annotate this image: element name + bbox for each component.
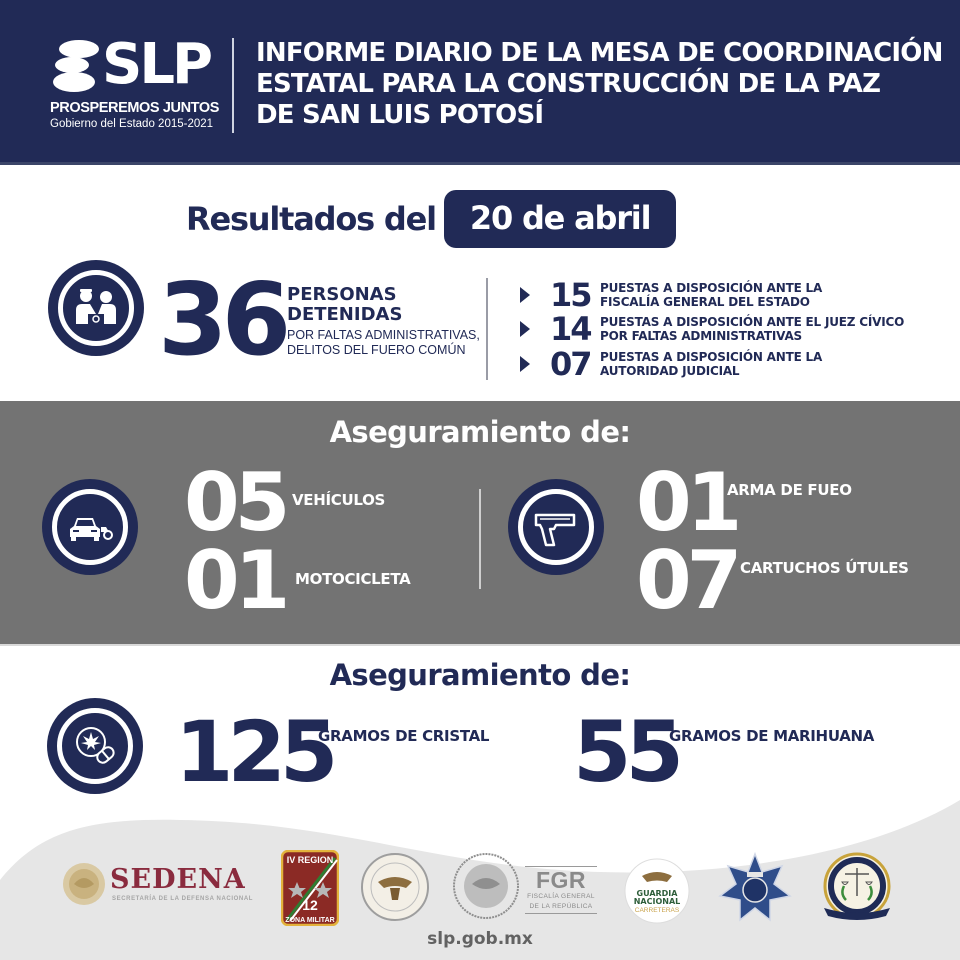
date-badge: 20 de abril bbox=[444, 190, 676, 248]
guardia-nacional-eagle-icon bbox=[360, 852, 430, 922]
guardia-nacional-carreteras-logo bbox=[624, 858, 690, 924]
police-star-icon bbox=[718, 852, 792, 926]
disposition-count: 07 bbox=[550, 345, 591, 383]
detained-count: 36 bbox=[158, 261, 286, 378]
fgr-subtitle-line2: DE LA REPÚBLICA bbox=[529, 903, 593, 910]
triangle-right-icon bbox=[520, 287, 530, 303]
logo-subtitle: Gobierno del Estado 2015-2021 bbox=[50, 118, 214, 130]
slp-stones-icon bbox=[52, 38, 102, 94]
disposition-text: PUESTAS A DISPOSICIÓN ANTE LA AUTORIDAD JUDICIAL bbox=[600, 350, 823, 378]
estados-unidos-mexicanos-seal bbox=[452, 852, 520, 920]
report-title bbox=[256, 38, 946, 131]
detained-icon-badge bbox=[48, 260, 144, 356]
crystal-count: 125 bbox=[175, 703, 333, 801]
national-seal-icon bbox=[452, 852, 520, 920]
marijuana-label: GRAMOS DE MARIHUANA bbox=[669, 727, 875, 745]
website-link[interactable]: slp.gob.mx bbox=[427, 929, 533, 949]
svg-text:CARRETERAS: CARRETERAS bbox=[634, 907, 680, 914]
title-line: ESTATAL PARA LA CONSTRUCCIÓN DE LA PAZ bbox=[256, 69, 881, 99]
triangle-right-icon bbox=[520, 356, 530, 372]
guardia-nacional-seal bbox=[360, 852, 430, 922]
header-banner bbox=[0, 0, 960, 165]
pistol-icon bbox=[532, 503, 580, 551]
sedena-subtitle: SECRETARÍA DE LA DEFENSA NACIONAL bbox=[112, 896, 254, 902]
svg-text:GUARDIA: GUARDIA bbox=[636, 889, 678, 898]
logo-wordmark: SLP bbox=[102, 32, 211, 97]
partner-logos bbox=[0, 848, 960, 928]
title-line: DE SAN LUIS POTOSÍ bbox=[256, 100, 544, 130]
crystal-label: GRAMOS DE CRISTAL bbox=[318, 727, 490, 745]
mexico-seal-icon bbox=[62, 862, 106, 906]
logo-tagline: PROSPEREMOS JUNTOS bbox=[50, 100, 219, 116]
drugs-icon-badge bbox=[47, 698, 143, 794]
marijuana-count: 55 bbox=[573, 703, 678, 801]
results-label: Resultados del bbox=[186, 200, 436, 238]
zona-militar-shield-icon bbox=[281, 850, 339, 926]
disposition-text: PUESTAS A DISPOSICIÓN ANTE LA FISCALÍA GENERAL DEL ESTADO bbox=[600, 281, 823, 309]
seizures-title: Aseguramiento de: bbox=[329, 415, 631, 449]
cartridges-count: 07 bbox=[636, 534, 738, 627]
disposition-item bbox=[520, 347, 822, 381]
detained-label-line1: PERSONAS bbox=[287, 284, 397, 305]
firearm-count: 01 bbox=[636, 456, 738, 549]
fiscalia-estado-seal bbox=[818, 852, 896, 926]
fgr-logo bbox=[525, 866, 597, 914]
motorcycle-count: 01 bbox=[184, 534, 286, 627]
police-star-badge bbox=[718, 852, 792, 926]
slp-logo bbox=[50, 32, 220, 138]
disposition-text: PUESTAS A DISPOSICIÓN ANTE EL JUEZ CÍVICO POR FALTAS ADMINISTRATIVAS bbox=[600, 315, 905, 343]
seizures-divider bbox=[479, 489, 481, 589]
cartridges-label: CARTUCHOS ÚTULES bbox=[740, 559, 909, 577]
triangle-right-icon bbox=[520, 321, 530, 337]
drugs-title: Aseguramiento de: bbox=[329, 658, 631, 692]
sedena-name: SEDENA bbox=[110, 864, 246, 895]
results-heading bbox=[186, 190, 676, 248]
car-motorcycle-icon bbox=[66, 503, 114, 551]
disposition-count: 14 bbox=[550, 310, 591, 348]
scales-of-justice-icon bbox=[818, 852, 896, 926]
svg-text:ZONA MILITAR: ZONA MILITAR bbox=[285, 917, 335, 924]
disposition-count: 15 bbox=[550, 276, 591, 314]
arrest-icon bbox=[72, 284, 120, 332]
seizures-section bbox=[0, 401, 960, 646]
firearm-label: ARMA DE FUEO bbox=[727, 481, 852, 499]
title-line: INFORME DIARIO DE LA MESA DE COORDINACIÓN bbox=[256, 38, 943, 68]
svg-text:NACIONAL: NACIONAL bbox=[633, 897, 681, 906]
weapons-icon-badge bbox=[508, 479, 604, 575]
cannabis-pill-icon bbox=[71, 722, 119, 770]
section-divider bbox=[486, 278, 488, 380]
zona-militar-badge bbox=[281, 850, 339, 926]
disposition-item bbox=[520, 278, 822, 312]
motorcycle-label: MOTOCICLETA bbox=[295, 570, 411, 588]
vehicles-label: VEHÍCULOS bbox=[292, 491, 386, 509]
detained-label-line2: DETENIDAS bbox=[287, 304, 403, 325]
vehicles-icon-badge bbox=[42, 479, 138, 575]
sedena-logo bbox=[0, 848, 260, 918]
fgr-subtitle-line1: FISCALÍA GENERAL bbox=[527, 893, 595, 900]
disposition-item bbox=[520, 312, 904, 346]
fgr-name: FGR bbox=[535, 867, 587, 893]
header-divider bbox=[232, 38, 234, 133]
svg-text:12: 12 bbox=[302, 897, 318, 913]
svg-text:IV REGION: IV REGION bbox=[286, 855, 334, 865]
detained-description: POR FALTAS ADMINISTRATIVAS, DELITOS DEL FUERO COMÚN bbox=[287, 328, 480, 357]
gn-carreteras-icon bbox=[624, 858, 690, 924]
vehicles-count: 05 bbox=[184, 456, 286, 549]
